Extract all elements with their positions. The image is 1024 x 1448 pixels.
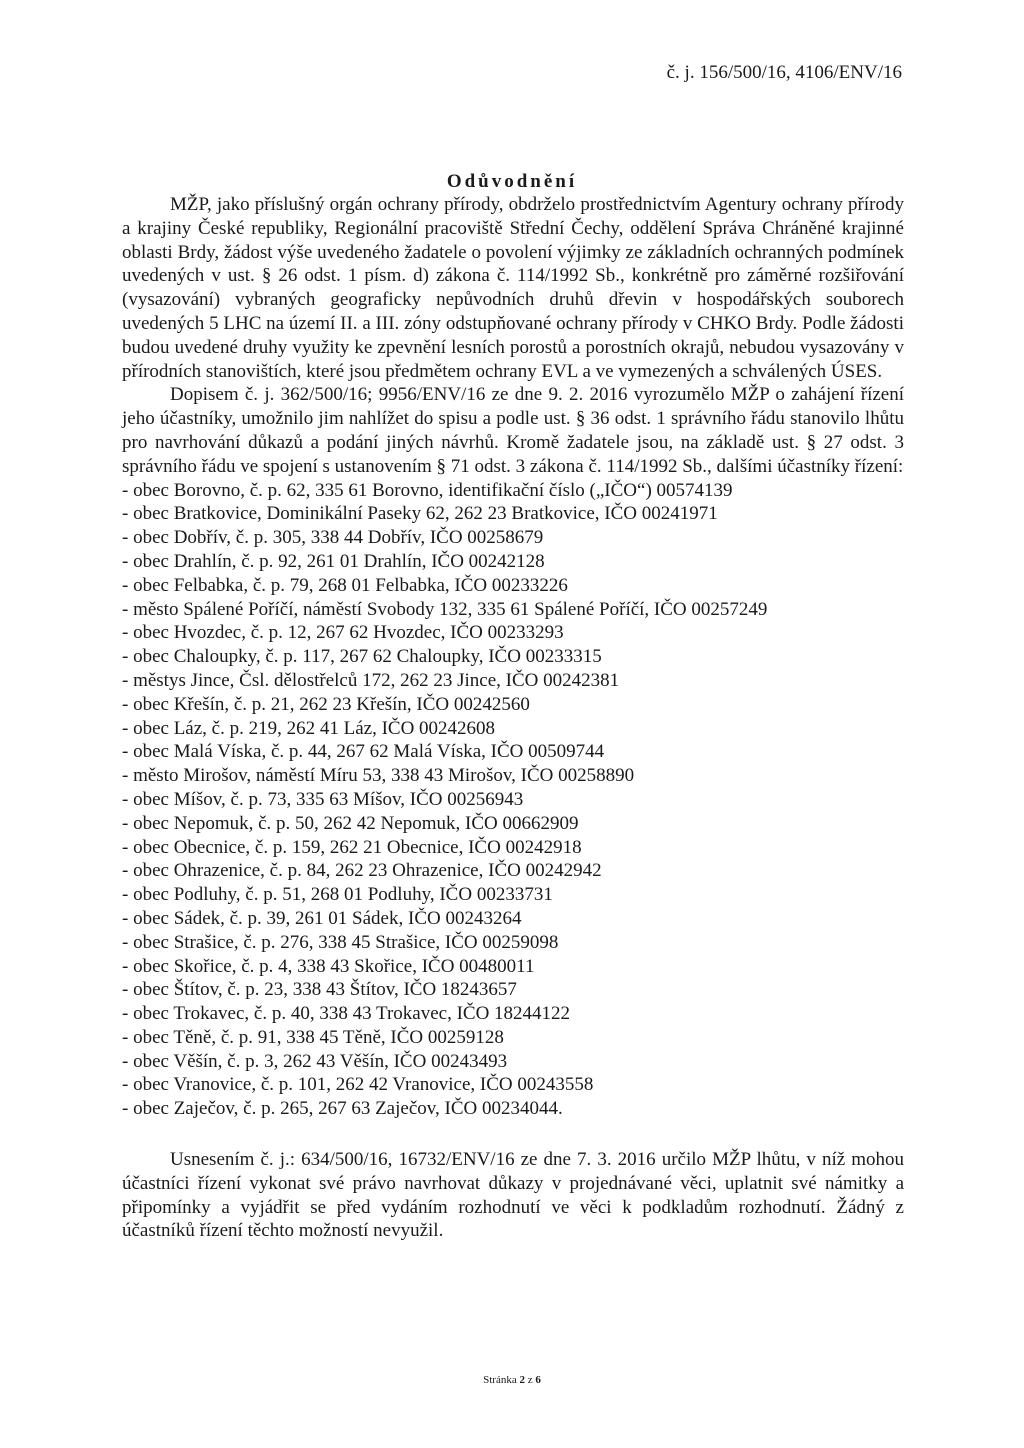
list-item: - město Mirošov, náměstí Míru 53, 338 43 Mirošov, IČO 00258890 xyxy=(122,765,635,787)
list-item: - obec Štítov, č. p. 23, 338 43 Štítov, IČO 18243657 xyxy=(122,979,517,1001)
list-item: - obec Skořice, č. p. 4, 338 43 Skořice, IČO 00480011 xyxy=(122,955,535,977)
page-footer xyxy=(0,1374,1024,1386)
paragraph-resolution: Usnesením č. j.: 634/500/16, 16732/ENV/16 ze dne 7. 3. 2016 určilo MŽP lhůtu, v níž mohou účastníci řízení vykonat své právo navrhovat důkazy v projednávané věci, uplatnit své námitky a připomínky a vyjádřit se před vydáním rozhodnutí ve věci k podkladům rozhodnutí. Žádný z účastníků řízení těchto možností nevyužil. xyxy=(122,1149,904,1242)
participants-list xyxy=(122,479,904,1122)
list-item: - obec Láz, č. p. 219, 262 41 Láz, IČO 00242608 xyxy=(122,717,496,739)
list-item: - obec Ohrazenice, č. p. 84, 262 23 Ohrazenice, IČO 00242942 xyxy=(122,860,602,882)
list-item: - obec Míšov, č. p. 73, 335 63 Míšov, IČO 00256943 xyxy=(122,788,524,810)
list-item: - obec Sádek, č. p. 39, 261 01 Sádek, IČO 00243264 xyxy=(122,907,522,929)
list-item: - obec Malá Víska, č. p. 44, 267 62 Malá Víska, IČO 00509744 xyxy=(122,741,605,763)
list-item: - obec Nepomuk, č. p. 50, 262 42 Nepomuk, IČO 00662909 xyxy=(122,812,579,834)
page-separator: z xyxy=(527,1374,533,1386)
list-item: - obec Felbabka, č. p. 79, 268 01 Felbabka, IČO 00233226 xyxy=(122,574,568,596)
list-item: - městys Jince, Čsl. dělostřelců 172, 262 23 Jince, IČO 00242381 xyxy=(122,669,620,691)
list-item: - obec Dobřív, č. p. 305, 338 44 Dobřív, IČO 00258679 xyxy=(122,527,544,549)
list-item: - obec Trokavec, č. p. 40, 338 43 Trokavec, IČO 18244122 xyxy=(122,1003,571,1025)
list-item: - obec Křešín, č. p. 21, 262 23 Křešín, IČO 00242560 xyxy=(122,693,530,715)
list-item: - obec Těně, č. p. 91, 338 45 Těně, IČO 00259128 xyxy=(122,1026,504,1048)
list-item: - obec Zaječov, č. p. 265, 267 63 Zaječov, IČO 00234044. xyxy=(122,1098,563,1120)
current-page-number: 2 xyxy=(519,1374,525,1386)
document-body xyxy=(122,193,904,1243)
list-item: - obec Věšín, č. p. 3, 262 43 Věšín, IČO 00243493 xyxy=(122,1050,508,1072)
reference-number: č. j. 156/500/16, 4106/ENV/16 xyxy=(666,62,902,83)
list-item: - obec Drahlín, č. p. 92, 261 01 Drahlín, IČO 00242128 xyxy=(122,550,545,572)
paragraph-notification: Dopisem č. j. 362/500/16; 9956/ENV/16 ze dne 9. 2. 2016 vyrozumělo MŽP o zahájení řízení jeho účastníky, umožnilo jim nahlížet do spisu a podle ust. § 36 odst. 1 správního řádu stanovilo lhůtu pro navrhování důkazů a podání jiných návrhů. Kromě žadatele jsou, na základě ust. § 27 odst. 3 správního řádu ve spojení s ustanovením § 71 odst. 3 zákona č. 114/1992 Sb., dalšími účastníky řízení: xyxy=(122,384,904,477)
list-item: - obec Vranovice, č. p. 101, 262 42 Vranovice, IČO 00243558 xyxy=(122,1074,594,1096)
list-item: - obec Bratkovice, Dominikální Paseky 62, 262 23 Bratkovice, IČO 00241971 xyxy=(122,503,718,525)
list-item: - obec Chaloupky, č. p. 117, 267 62 Chaloupky, IČO 00233315 xyxy=(122,646,602,668)
list-item: - obec Strašice, č. p. 276, 338 45 Strašice, IČO 00259098 xyxy=(122,931,559,953)
list-item: - město Spálené Poříčí, náměstí Svobody 132, 335 61 Spálené Poříčí, IČO 00257249 xyxy=(122,598,768,620)
list-item: - obec Borovno, č. p. 62, 335 61 Borovno, identifikační číslo („IČO“) 00574139 xyxy=(122,479,733,501)
list-item: - obec Hvozdec, č. p. 12, 267 62 Hvozdec, IČO 00233293 xyxy=(122,622,564,644)
section-title: Odůvodnění xyxy=(446,171,578,192)
total-pages-number: 6 xyxy=(535,1374,541,1386)
list-item: - obec Podluhy, č. p. 51, 268 01 Podluhy, IČO 00233731 xyxy=(122,884,553,906)
list-item: - obec Obecnice, č. p. 159, 262 21 Obecnice, IČO 00242918 xyxy=(122,836,582,858)
page-label: Stránka xyxy=(483,1374,517,1386)
paragraph-request: MŽP, jako příslušný orgán ochrany přírody, obdrželo prostřednictvím Agentury ochrany přírody a krajiny České republiky, Regionální pracoviště Střední Čechy, oddělení Správa Chráněné krajinné oblasti Brdy, žádost výše uvedeného žadatele o povolení výjimky ze základních ochranných podmínek uvedených v ust. § 26 odst. 1 písm. d) zákona č. 114/1992 Sb., konkrétně pro záměrné rozšiřování (vysazování) vybraných geograficky nepůvodních druhů dřevin v hospodářských souborech uvedených 5 LHC na území II. a III. zóny odstupňované ochrany přírody v CHKO Brdy. Podle žádosti budou uvedené druhy využity ke zpevnění lesních porostů a porostních okrajů, nebudou vysazovány v přírodních stanovištích, které jsou předmětem ochrany EVL a ve vymezených a schválených ÚSES. xyxy=(122,194,904,382)
